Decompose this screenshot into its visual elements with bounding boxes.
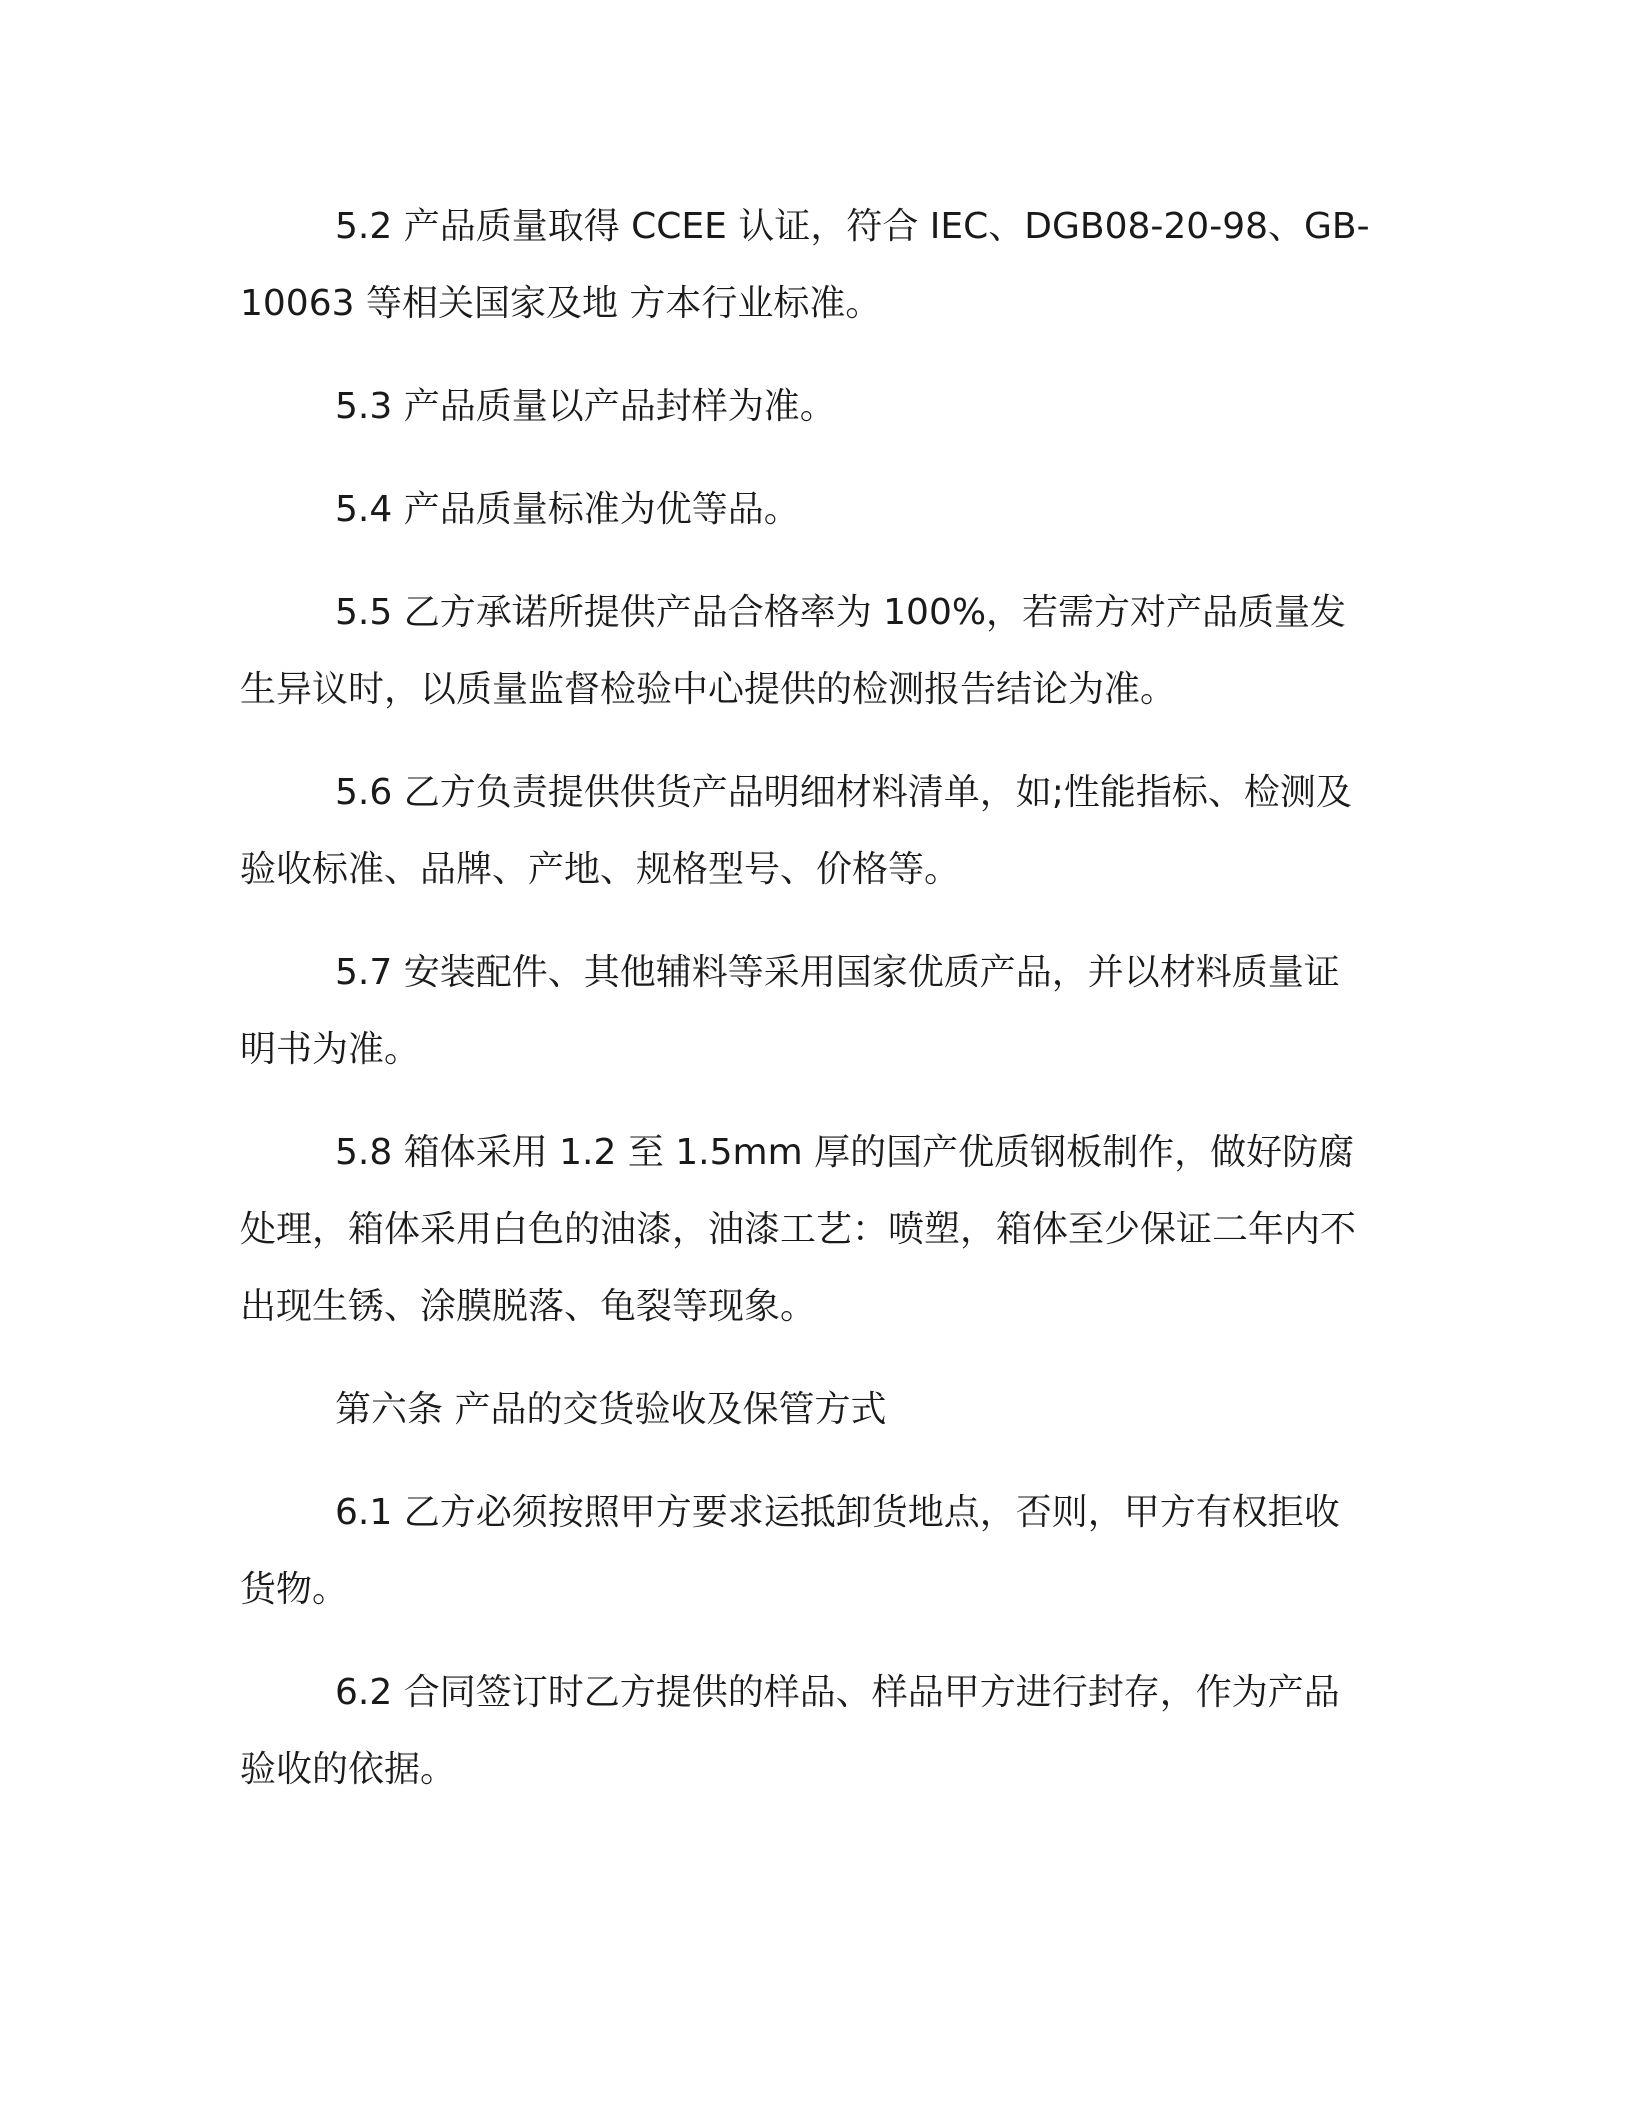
clause-5-8: 5.8 箱体采用 1.2 至 1.5mm 厚的国产优质钢板制作，做好防腐处理，箱体采用白色的油漆，油漆工艺：喷塑，箱体至少保证二年内不出现生锈、涂膜脱落、龟裂等现象。 xyxy=(240,1132,1357,1327)
clause-5-3: 5.3 产品质量以产品封样为准。 xyxy=(335,386,836,427)
article-6-heading: 第六条 产品的交货验收及保管方式 xyxy=(335,1389,887,1430)
document-body xyxy=(240,188,1370,1808)
clause-5-5: 5.5 乙方承诺所提供产品合格率为 100%，若需方对产品质量发生异议时，以质量监督检验中心提供的检测报告结论为准。 xyxy=(240,592,1347,710)
clause-5-4: 5.4 产品质量标准为优等品。 xyxy=(335,489,800,530)
clause-6-1: 6.1 乙方必须按照甲方要求运抵卸货地点，否则，甲方有权拒收货物。 xyxy=(240,1492,1340,1610)
clause-5-2: 5.2 产品质量取得 CCEE 认证，符合 IEC、DGB08-20-98、GB-10063 等相关国家及地 方本行业标准。 xyxy=(240,206,1370,324)
clause-5-7: 5.7 安装配件、其他辅料等采用国家优质产品，并以材料质量证明书为准。 xyxy=(240,952,1340,1070)
clause-6-2: 6.2 合同签订时乙方提供的样品、样品甲方进行封存，作为产品验收的依据。 xyxy=(240,1672,1340,1790)
clause-5-6: 5.6 乙方负责提供供货产品明细材料清单，如;性能指标、检测及验收标准、品牌、产地、规格型号、价格等。 xyxy=(240,772,1352,890)
